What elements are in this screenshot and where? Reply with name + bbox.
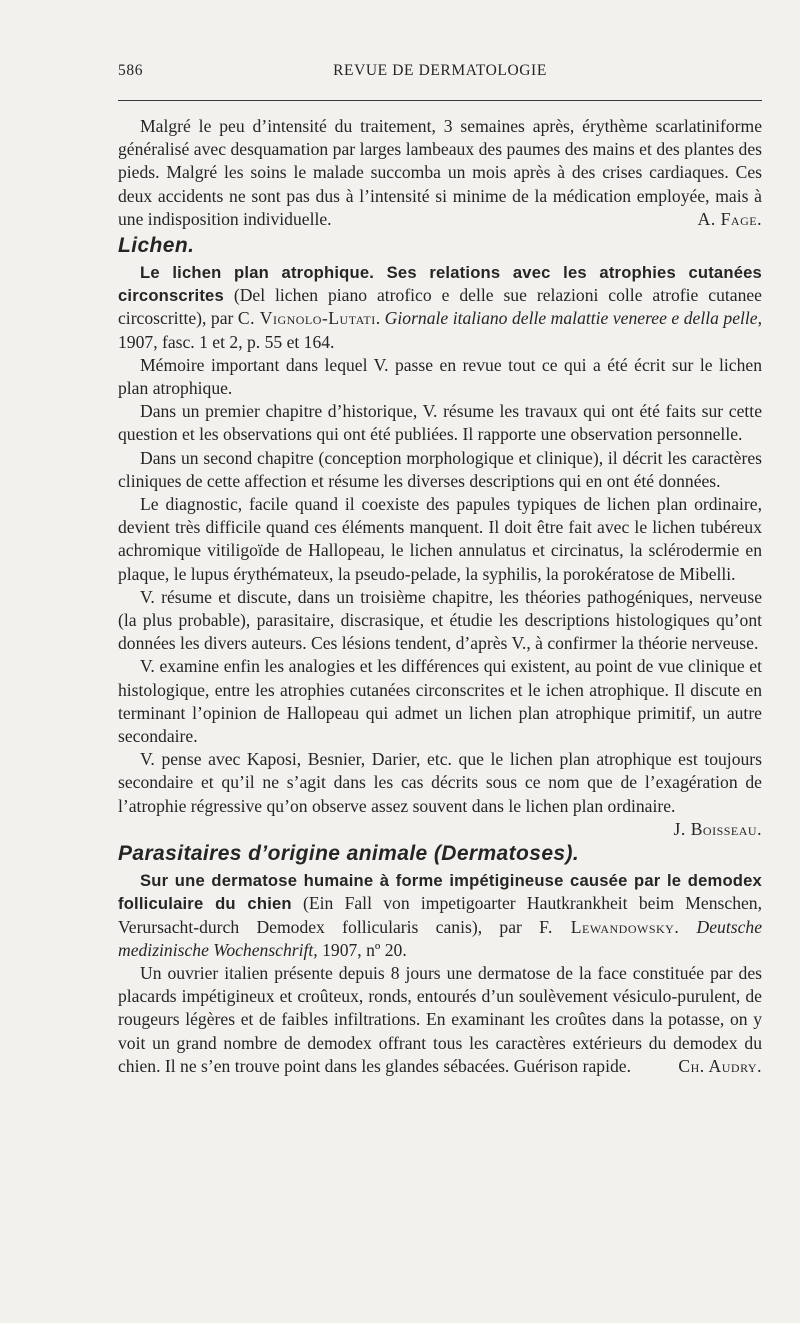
intro-signature: A. Fage. bbox=[697, 208, 762, 229]
parasites-paragraph: Un ouvrier italien présente depuis 8 jours une dermatose de la face constituée par des placards impétigineux et croûteux, ronds, entourés d’un soulèvement vésiculo-purulent, de rougeurs légères et de faibles infiltrations. En examinant les croûtes dans la potasse, on y voit un grand nombre de demodex offrant tous les caractères extérieurs du demodex du chien. Il ne s’en trouve point dans les glandes sébacées. Guérison rapide. Ch. Audry. bbox=[118, 962, 762, 1078]
page-number: 586 bbox=[118, 62, 144, 79]
header-rule bbox=[118, 100, 762, 101]
section-title-lichen: Lichen. bbox=[118, 234, 195, 258]
lichen-paragraph-5: V. résume et discute, dans un troisième chapitre, les théories pathogéniques, nerveuse (la plus probable), parasitaire, discrasique, et étudie les descriptions histologiques qu’ont données les divers auteurs. Ces lésions tendent, d’après V., à confirmer la théorie nerveuse. bbox=[118, 586, 762, 654]
running-header bbox=[118, 62, 762, 86]
intro-text: Malgré le peu d’intensité du traitement, 3 semaines après, érythème scarlatiniforme généralisé avec desquamation par larges lambeaux des paumes des mains et des plantes des pieds. Malgré les soins le malade succomba un mois après à des crises cardiaques. Ces deux accidents ne sont pas dus à l’intensité si minime de la médication employée, mais à une indisposition individuelle. bbox=[118, 116, 762, 229]
lichen-paragraph-3: Dans un second chapitre (conception morphologique et clinique), il décrit les caractères cliniques de cette affection et résume les diverses descriptions qui en ont été données. bbox=[118, 447, 762, 491]
parasites-article-ref: (Ein Fall von impetigoarter Hautkrankheit beim Menschen, Verursacht-durch Demodex follicularis canis), par bbox=[118, 893, 762, 937]
parasites-signature: Ch. Audry. bbox=[678, 1055, 762, 1076]
lichen-journal: Giornale italiano delle malattie veneree e della pelle, bbox=[384, 308, 763, 329]
parasites-journal-details: 1907, nº 20. bbox=[317, 939, 407, 960]
lichen-signature: J. Boisseau. bbox=[673, 818, 762, 839]
parasites-journal: Deutsche medizinische Wochenschrift, bbox=[118, 916, 763, 960]
lichen-paragraph-2: Dans un premier chapitre d’historique, V. résume les travaux qui ont été faits sur cette question et les observations qui ont été publiées. Il rapporte une observation personnelle. bbox=[118, 401, 762, 445]
section-title-parasites: Parasitaires d’origine animale (Dermatoses). bbox=[118, 842, 580, 866]
lichen-paragraph-4: Le diagnostic, facile quand il coexiste des papules typiques de lichen plan ordinaire, devient très difficile quand ces éléments manquent. Il doit être fait avec le lichen tubéreux achromique vitiligoïde de Hallopeau, le lichen annulatus et circinatus, la sclérodermie en plaque, le lupus érythémateux, la pseudo-pelade, la syphilis, la porokératose de Mibelli. bbox=[118, 494, 762, 584]
lichen-paragraph-7: V. pense avec Kaposi, Besnier, Darier, etc. que le lichen plan atrophique est toujours secondaire et qu’il ne s’agit dans les cas décrits sous ce nom que de l’exagération de l’atrophie régressive qu’on observe assez souvent dans le lichen plan ordinaire. J. Boisseau. bbox=[118, 748, 762, 818]
lichen-author: C. Vignolo-Lutati bbox=[237, 308, 376, 329]
page-body bbox=[118, 115, 762, 1078]
intro-paragraph bbox=[118, 115, 762, 231]
lichen-paragraph-6: V. examine enfin les analogies et les différences qui existent, au point de vue clinique et histologique, entre les atrophies cutanées circonscrites et le ichen atrophique. Il discute en terminant l’opinion de Hallopeau qui admet un lichen plan atrophique primitif, un autre secondaire. bbox=[118, 656, 762, 747]
lichen-article-ref: (Del lichen piano atrofico e delle sue relazioni colle atrofie cutanee circoscritte), par bbox=[118, 285, 762, 329]
parasites-article-title: Sur une dermatose humaine à forme impétigineuse causée par le demodex folliculaire du chien bbox=[118, 871, 762, 914]
lichen-journal-details: 1907, fasc. 1 et 2, p. 55 et 164. bbox=[118, 331, 335, 352]
running-title: REVUE DE DERMATOLOGIE bbox=[333, 62, 547, 79]
lichen-article-heading: Le lichen plan atrophique. Ses relations avec les atrophies cutanées circonscrites (Del lichen piano atrofico e delle sue relazioni colle atrofie cutanee circoscritte), par C. Vignolo-Lutati. Giornale italiano delle malattie veneree e della pelle, 1907, fasc. 1 et 2, p. 55 et 164. bbox=[118, 263, 763, 352]
lichen-article-title: Le lichen plan atrophique. Ses relations avec les atrophies cutanées circonscrites bbox=[118, 263, 762, 306]
parasites-author: F. Lewandowsky. bbox=[539, 916, 680, 937]
lichen-paragraph-1: Mémoire important dans lequel V. passe en revue tout ce qui a été écrit sur le lichen plan atrophique. bbox=[118, 354, 762, 399]
parasites-article-heading bbox=[118, 869, 762, 962]
